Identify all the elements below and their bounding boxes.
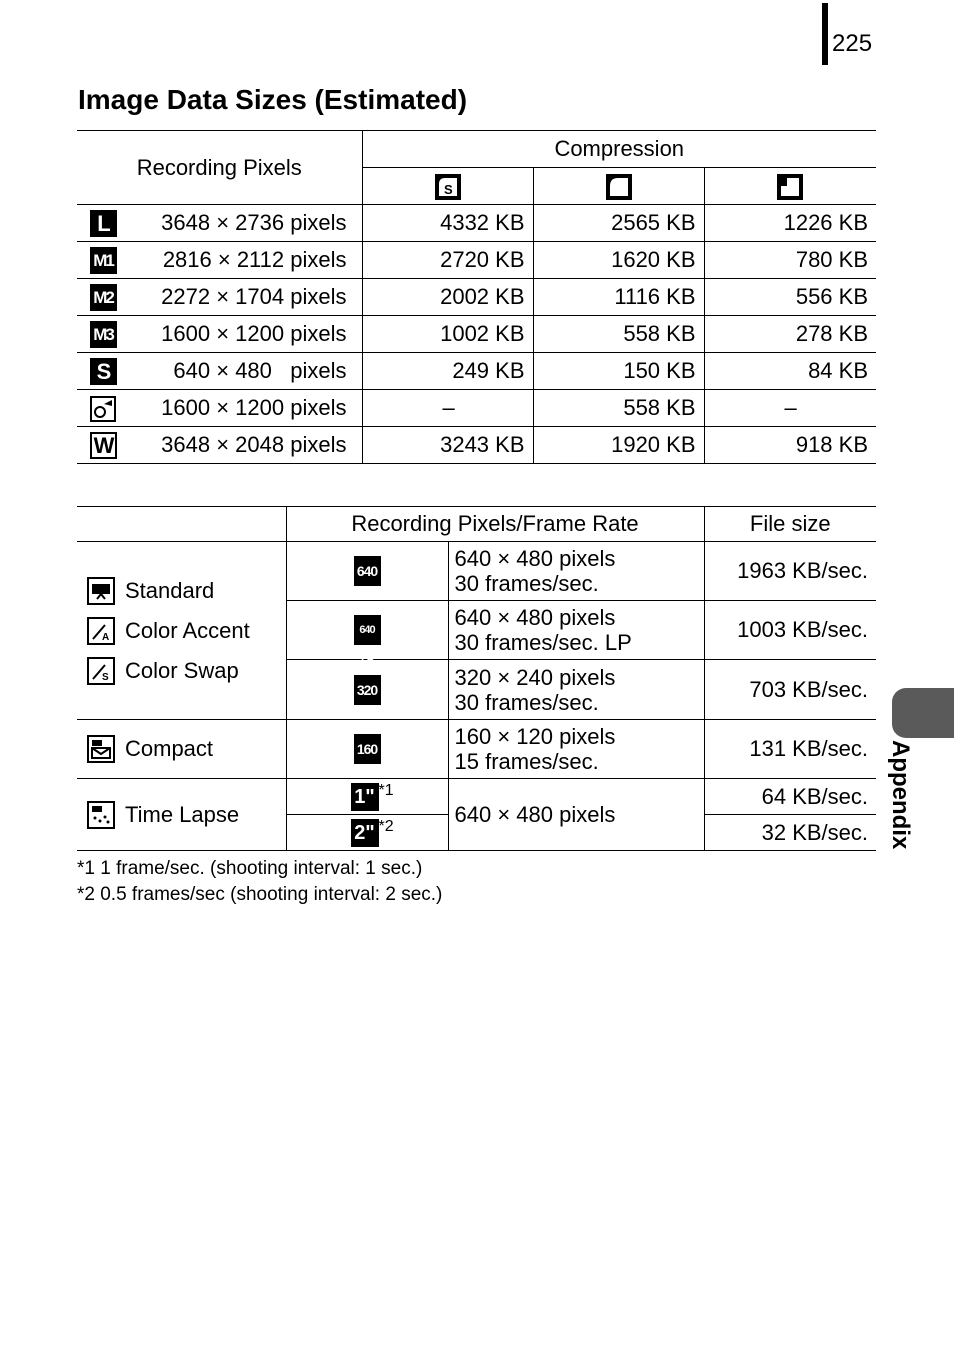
mode-standard-label: Standard: [125, 577, 215, 603]
movie-320-icon: 320: [354, 675, 381, 705]
fine-header: [533, 168, 704, 205]
table-row: [77, 353, 876, 390]
table-row: [77, 279, 876, 316]
svg-text:S: S: [443, 181, 453, 197]
svg-text:A: A: [102, 631, 110, 643]
file-size-cell: 1963 KB/sec.: [704, 542, 876, 601]
footnote-2: *2 0.5 frames/sec (shooting interval: 2 sec.): [77, 884, 443, 905]
normal-size: –: [704, 390, 876, 427]
superfine-size: 3243 KB: [362, 427, 533, 464]
header-file-size: File size: [704, 507, 876, 542]
normal-size: 278 KB: [704, 316, 876, 353]
rate-cell: [448, 720, 704, 779]
normal-size: 556 KB: [704, 279, 876, 316]
table-row: [77, 390, 876, 427]
rate-line2: 30 frames/sec.: [454, 571, 599, 596]
footnote-ref-1: *1: [378, 781, 394, 799]
fine-size: 558 KB: [533, 390, 704, 427]
mode-compact: [77, 720, 286, 779]
movie-size-table: [77, 506, 876, 851]
normal-size: 84 KB: [704, 353, 876, 390]
footnote-ref-2: *2: [378, 817, 394, 835]
file-size-cell: 1003 KB/sec.: [704, 601, 876, 660]
mode-time-lapse: [77, 779, 286, 851]
file-size-cell: 32 KB/sec.: [704, 815, 876, 851]
mode-color-swap-label: Color Swap: [125, 657, 239, 683]
rate-line1: 640 × 480 pixels: [454, 546, 616, 571]
mode-time-lapse-label: Time Lapse: [125, 801, 240, 827]
rate-line1: 160 × 120 pixels: [454, 724, 616, 749]
fine-icon: [606, 174, 632, 200]
header-blank: [77, 507, 286, 542]
postcard-icon: [90, 396, 116, 422]
pixels-cell: 640 × 480 pixels: [129, 353, 362, 390]
normal-size: 780 KB: [704, 242, 876, 279]
mode-group-standard: [77, 542, 286, 720]
pixels-cell: 1600 × 1200 pixels: [129, 390, 362, 427]
rate-cell: [448, 542, 704, 601]
pixels-cell: 2272 × 1704 pixels: [129, 279, 362, 316]
svg-text:S: S: [102, 671, 109, 683]
interval-2sec-icon: 2": [351, 819, 379, 847]
fine-size: 2565 KB: [533, 205, 704, 242]
medium1-size-icon: M1: [90, 247, 117, 274]
normal-icon: [777, 174, 803, 200]
table-row: [77, 242, 876, 279]
rate-cell: [448, 660, 704, 720]
movie-640-icon: 640: [354, 556, 381, 586]
page-title: Image Data Sizes (Estimated): [78, 84, 468, 115]
image-size-table: [77, 130, 876, 464]
large-size-icon: L: [90, 210, 117, 237]
header-rate: Recording Pixels/Frame Rate: [286, 507, 704, 542]
standard-movie-icon: [87, 577, 115, 605]
superfine-header: [362, 168, 533, 205]
superfine-size: 249 KB: [362, 353, 533, 390]
appendix-tab-label-wrap: [887, 740, 928, 870]
page-number-rule: [822, 3, 828, 65]
mode-compact-label: Compact: [125, 736, 214, 761]
rate-line2: 15 frames/sec.: [454, 749, 599, 774]
movie-640lp-icon: 640 LP: [354, 615, 381, 645]
fine-size: 558 KB: [533, 316, 704, 353]
superfine-icon: [435, 174, 461, 200]
mode-color-accent-label: Color Accent: [125, 617, 250, 643]
color-accent-icon: [87, 617, 115, 645]
timelapse-pixels: 640 × 480 pixels: [448, 779, 704, 851]
fine-size: 150 KB: [533, 353, 704, 390]
pixels-cell: 3648 × 2736 pixels: [129, 205, 362, 242]
movie-160-icon: 160: [354, 734, 381, 764]
medium2-size-icon: M2: [90, 284, 117, 311]
widescreen-size-icon: W: [90, 432, 117, 459]
rate-line1: 640 × 480 pixels: [454, 605, 616, 630]
appendix-tab-label: Appendix: [887, 740, 914, 850]
color-swap-icon: [87, 657, 115, 685]
small-size-icon: S: [90, 358, 117, 385]
header-recording-pixels: Recording Pixels: [77, 131, 362, 205]
superfine-size: 1002 KB: [362, 316, 533, 353]
normal-size: 1226 KB: [704, 205, 876, 242]
footnote-1: *1 1 frame/sec. (shooting interval: 1 sec.): [77, 858, 423, 879]
fine-size: 1116 KB: [533, 279, 704, 316]
normal-header: [704, 168, 876, 205]
pixels-cell: 3648 × 2048 pixels: [129, 427, 362, 464]
table-row: [77, 427, 876, 464]
file-size-cell: 703 KB/sec.: [704, 660, 876, 720]
superfine-size: 2720 KB: [362, 242, 533, 279]
medium3-size-icon: M3: [90, 321, 117, 348]
rate-cell: [448, 601, 704, 660]
header-compression: Compression: [362, 131, 876, 168]
superfine-size: 4332 KB: [362, 205, 533, 242]
file-size-cell: 64 KB/sec.: [704, 779, 876, 815]
table-row: [77, 316, 876, 353]
rate-line2: 30 frames/sec. LP: [454, 630, 632, 655]
page-number: 225: [832, 30, 873, 57]
compact-icon: [87, 735, 115, 763]
pixels-cell: 1600 × 1200 pixels: [129, 316, 362, 353]
pixels-cell: 2816 × 2112 pixels: [129, 242, 362, 279]
superfine-size: –: [362, 390, 533, 427]
superfine-size: 2002 KB: [362, 279, 533, 316]
table-row: [77, 205, 876, 242]
interval-1sec-icon: 1": [351, 783, 379, 811]
appendix-tab[interactable]: [892, 688, 954, 738]
normal-size: 918 KB: [704, 427, 876, 464]
fine-size: 1920 KB: [533, 427, 704, 464]
rate-line2: 30 frames/sec.: [454, 689, 599, 715]
rate-line1: 320 × 240 pixels: [454, 664, 616, 690]
time-lapse-icon: [87, 801, 115, 829]
file-size-cell: 131 KB/sec.: [704, 720, 876, 779]
fine-size: 1620 KB: [533, 242, 704, 279]
